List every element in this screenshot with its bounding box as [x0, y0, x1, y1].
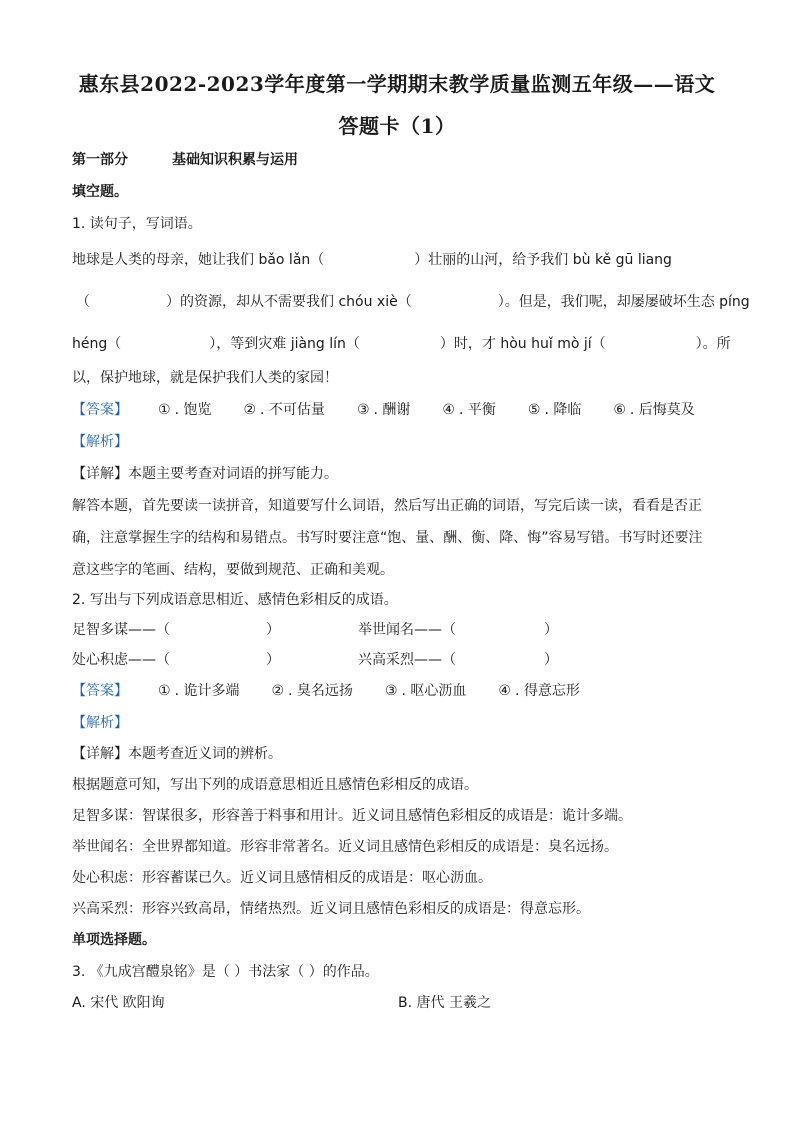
q1-answer-1: ① . 饱览 — [158, 402, 212, 418]
q1-answer-6: ⑥ . 后悔莫及 — [613, 402, 695, 418]
q2-answer-1: ① . 诡计多端 — [158, 683, 240, 699]
q1-line2 — [76, 292, 750, 312]
q1-line2-part-c: ）。但是，我们呢，却屡屡破坏生态 píng — [497, 294, 750, 310]
q2-answer-2: ② . 臭名远扬 — [271, 683, 353, 699]
part1-name: 基础知识积累与运用 — [172, 152, 298, 168]
q1-line3-part-b: ），等到灾难 jiàng lín（ — [209, 336, 360, 352]
q3-option-b[interactable]: B. 唐代 王羲之 — [398, 995, 491, 1011]
q2-idiom-1: 足智多谋——（ — [72, 622, 170, 638]
q1-prompt: 1. 读句子，写词语。 — [72, 216, 202, 232]
q1-line2-part-b: ）的资源，却从不需要我们 chóu xiè（ — [166, 294, 412, 310]
answer-label: 【答案】 — [72, 402, 128, 418]
q1-line2-part-a: （ — [76, 294, 90, 310]
q1-line3 — [72, 334, 731, 354]
q2-explanation-3: 举世闻名：全世界都知道。形容非常著名。近义词且感情色彩相反的成语是：臭名远扬。 — [72, 839, 618, 855]
q2-answer-3: ③ . 呕心沥血 — [384, 683, 467, 699]
q1-answer-3: ③ . 酬谢 — [356, 402, 411, 418]
part1-label: 第一部分 — [72, 152, 128, 168]
q2-answer-row — [72, 681, 612, 701]
q2-row1: 足智多谋——（ ） 举世闻名——（ ） — [72, 622, 558, 638]
q1-explanation-1: 解答本题，首先要读一读拼音，知道要写什么词语，然后写出正确的词语，写完后读一读，看看是否正 — [72, 498, 702, 514]
q1-line4: 以，保护地球，就是保护我们人类的家园！ — [72, 370, 338, 386]
q2-analysis-label: 【解析】 — [72, 715, 128, 731]
doc-title-line1: 惠东县2022-2023学年度第一学期期末教学质量监测五年级——语文 — [78, 72, 716, 96]
doc-title-line2: 答题卡（1） — [338, 114, 456, 138]
q1-answer-4: ④ . 平衡 — [442, 402, 496, 418]
q1-line1-part-a: 地球是人类的母亲，她让我们 bǎo lǎn（ — [72, 252, 325, 268]
q2-idiom-3: 处心积虑——（ — [72, 652, 170, 668]
q2-idiom-2: 举世闻名——（ — [358, 622, 456, 638]
q3-option-a[interactable]: A. 宋代 欧阳询 — [72, 995, 165, 1011]
q1-explanation-3: 意这些字的笔画、结构，要做到规范、正确和美观。 — [72, 562, 394, 578]
q1-line3-part-c: ）时，才 hòu huǐ mò jí（ — [439, 336, 606, 352]
fill-heading: 填空题。 — [72, 184, 128, 200]
q1-detail: 【详解】本题主要考查对词语的拼写能力。 — [72, 466, 338, 482]
q2-idiom-4: 兴高采烈——（ — [358, 652, 456, 668]
q3-prompt: 3. 《九成宫醴泉铭》是（ ）书法家（ ）的作品。 — [72, 964, 379, 980]
q1-answer-5: ⑤ . 降临 — [527, 402, 582, 418]
q1-line1-part-b: ）壮丽的山河，给予我们 bù kě gū liang — [414, 252, 672, 268]
q2-explanation-1: 根据题意可知，写出下列的成语意思相近且感情色彩相反的成语。 — [72, 777, 478, 793]
q2-explanation-4: 处心积虑：形容蓄谋已久。近义词且感情相反的成语是：呕心沥血。 — [72, 870, 492, 886]
q2-row2: 处心积虑——（ ） 兴高采烈——（ ） — [72, 652, 558, 668]
q2-explanation-2: 足智多谋：智谋很多，形容善于料事和用计。近义词且感情色彩相反的成语是：诡计多端。 — [72, 808, 632, 824]
q1-analysis-label: 【解析】 — [72, 434, 128, 450]
q1-explanation-2: 确，注意掌握生字的结构和易错点。书写时要注意“饱、量、酬、衡、降、悔”容易写错。书写时还要注 — [72, 530, 703, 546]
q1-answer-2: ② . 不可估量 — [243, 402, 325, 418]
q1-line3-part-d: ）。所 — [695, 336, 731, 352]
q2-explanation-5: 兴高采烈：形容兴致高昂，情绪热烈。近义词且感情色彩相反的成语是：得意忘形。 — [72, 901, 590, 917]
q2-detail: 【详解】本题考查近义词的辨析。 — [72, 746, 282, 762]
q1-line1 — [72, 250, 672, 270]
q2-prompt: 2. 写出与下列成语意思相近、感情色彩相反的成语。 — [72, 592, 398, 608]
q1-line3-part-a: héng（ — [72, 336, 122, 352]
answer-label: 【答案】 — [72, 683, 128, 699]
part1-heading — [72, 150, 298, 170]
q2-answer-4: ④ . 得意忘形 — [498, 683, 580, 699]
choice-heading: 单项选择题。 — [72, 932, 156, 948]
q1-answer-row — [72, 400, 727, 420]
